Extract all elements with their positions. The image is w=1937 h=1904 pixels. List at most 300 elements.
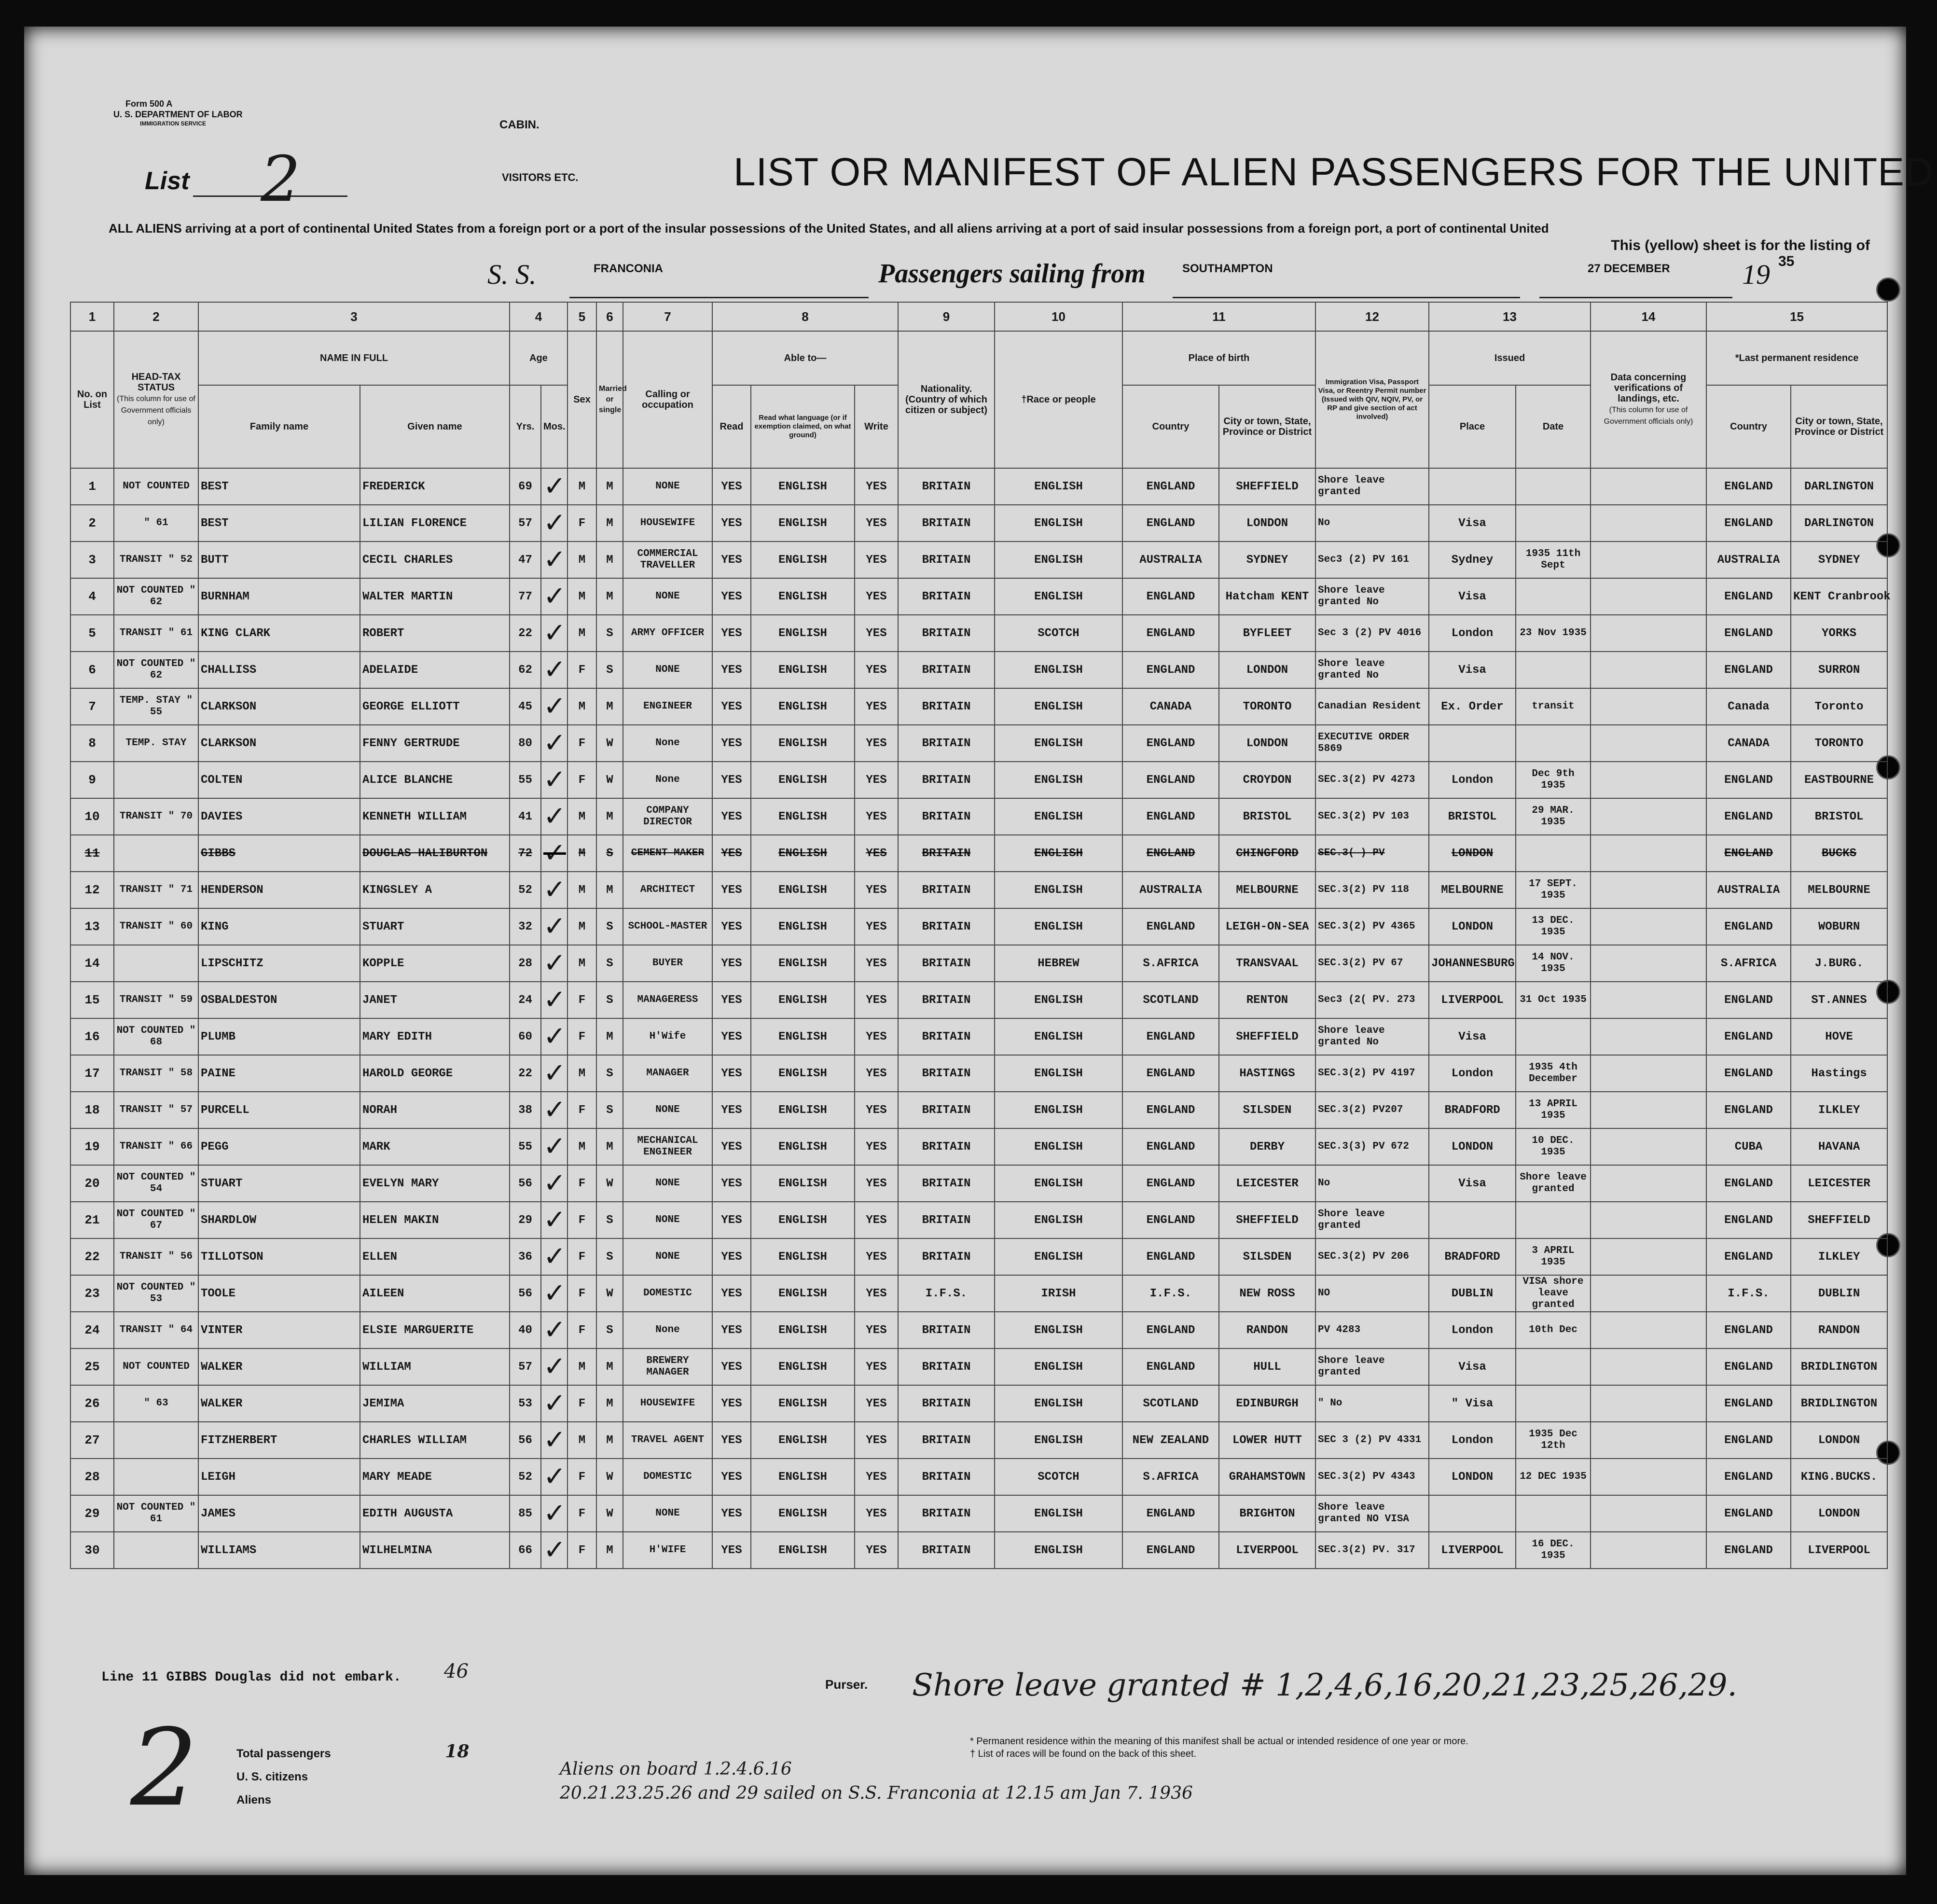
birth-country: ENGLAND (1122, 725, 1219, 762)
head-tax-status: NOT COUNTED " 62 (114, 652, 198, 688)
residence-country: I.F.S. (1706, 1275, 1791, 1312)
can-read: YES (712, 1422, 751, 1459)
shore-leave-note: Shore leave granted # 1,2,4,6,16,20,21,23,25,26,29. (912, 1668, 1737, 1703)
head-tax-status: TRANSIT " 71 (114, 872, 198, 908)
residence-city: ST.ANNES (1791, 982, 1887, 1018)
residence-city: RANDON (1791, 1312, 1887, 1348)
age-years: 52 (510, 872, 541, 908)
race: ENGLISH (995, 1165, 1122, 1202)
residence-country: CUBA (1706, 1128, 1791, 1165)
given-name: CECIL CHARLES (360, 542, 510, 578)
issued-date: 13 APRIL 1935 (1516, 1092, 1591, 1128)
given-name: MARK (360, 1128, 510, 1165)
check-mark-icon: ✓ (541, 652, 567, 688)
occupation: NONE (623, 652, 712, 688)
birth-city: SHEFFIELD (1219, 468, 1315, 505)
table-row (70, 945, 1887, 982)
verification (1591, 1165, 1706, 1202)
row-number: 20 (70, 1165, 114, 1202)
colnum: 15 (1706, 302, 1887, 331)
given-name: KOPPLE (360, 945, 510, 982)
row-number: 23 (70, 1275, 114, 1312)
can-write: YES (855, 1385, 898, 1422)
col-issued: Issued (1429, 331, 1591, 385)
family-name: BEST (198, 468, 360, 505)
sex: M (567, 1128, 596, 1165)
birth-city: SILSDEN (1219, 1092, 1315, 1128)
read-language: ENGLISH (751, 1055, 855, 1092)
colnum: 5 (567, 302, 596, 331)
given-name: HELEN MAKIN (360, 1202, 510, 1238)
sex: F (567, 1092, 596, 1128)
visa-number: SEC.3(2) PV 4365 (1315, 908, 1429, 945)
read-language: ENGLISH (751, 1422, 855, 1459)
visa-number: Shore leave granted No (1315, 652, 1429, 688)
age-years: 24 (510, 982, 541, 1018)
issued-date: 12 DEC 1935 (1516, 1459, 1591, 1495)
head-tax-status: NOT COUNTED (114, 468, 198, 505)
ss-label: S. S. (487, 259, 537, 290)
given-name: WALTER MARTIN (360, 578, 510, 615)
table-row (70, 1202, 1887, 1238)
family-name: WILLIAMS (198, 1532, 360, 1569)
age-years: 62 (510, 652, 541, 688)
residence-country: ENGLAND (1706, 578, 1791, 615)
sex: M (567, 872, 596, 908)
residence-country: ENGLAND (1706, 1202, 1791, 1238)
nationality: BRITAIN (898, 872, 995, 908)
col-able-to: Able to— (712, 331, 898, 385)
nationality: BRITAIN (898, 1459, 995, 1495)
residence-city: KENT Cranbrook (1791, 578, 1887, 615)
birth-country: ENGLAND (1122, 615, 1219, 652)
family-name: GIBBS (198, 835, 360, 872)
visa-number: SEC 3 (2) PV 4331 (1315, 1422, 1429, 1459)
race: ENGLISH (995, 1055, 1122, 1092)
intro-text (109, 220, 1870, 254)
colnum: 7 (623, 302, 712, 331)
residence-city: YORKS (1791, 615, 1887, 652)
given-name: ELSIE MARGUERITE (360, 1312, 510, 1348)
issued-date: 10 DEC. 1935 (1516, 1128, 1591, 1165)
occupation: MECHANICAL ENGINEER (623, 1128, 712, 1165)
intro-line2: This (yellow) sheet is for the listing of (1611, 237, 1870, 253)
row-number: 24 (70, 1312, 114, 1348)
marital-status: M (596, 1018, 623, 1055)
birth-country: ENGLAND (1122, 1532, 1219, 1569)
issued-place (1429, 468, 1516, 505)
visa-number: SEC.3(2) PV 4273 (1315, 762, 1429, 798)
family-name: PEGG (198, 1128, 360, 1165)
hand-note-2: 20.21.23.25.26 and 29 sailed on S.S. Franconia at 12.15 am Jan 7. 1936 (560, 1783, 1193, 1803)
age-years: 29 (510, 1202, 541, 1238)
purser-label: Purser. (825, 1677, 868, 1692)
col-calling: Calling or occupation (623, 331, 712, 468)
table-row (70, 908, 1887, 945)
read-language: ENGLISH (751, 1459, 855, 1495)
family-name: VINTER (198, 1312, 360, 1348)
residence-country: ENGLAND (1706, 1422, 1791, 1459)
sex: M (567, 615, 596, 652)
race: ENGLISH (995, 1202, 1122, 1238)
issued-date (1516, 1348, 1591, 1385)
can-write: YES (855, 1275, 898, 1312)
read-language: ENGLISH (751, 468, 855, 505)
row-number: 9 (70, 762, 114, 798)
read-language: ENGLISH (751, 1348, 855, 1385)
col-birth-country: Country (1122, 385, 1219, 468)
occupation: NONE (623, 1495, 712, 1532)
race: ENGLISH (995, 1348, 1122, 1385)
sex: F (567, 725, 596, 762)
issued-place: London (1429, 615, 1516, 652)
row-number: 8 (70, 725, 114, 762)
head-tax-status: NOT COUNTED " 67 (114, 1202, 198, 1238)
check-mark-icon: ✓ (541, 542, 567, 578)
birth-city: BRIGHTON (1219, 1495, 1315, 1532)
col-read: Read (712, 385, 751, 468)
birth-country: ENGLAND (1122, 762, 1219, 798)
read-language: ENGLISH (751, 652, 855, 688)
colnum: 9 (898, 302, 995, 331)
birth-country: ENGLAND (1122, 1202, 1219, 1238)
head-tax-status (114, 945, 198, 982)
nationality: BRITAIN (898, 982, 995, 1018)
verification (1591, 725, 1706, 762)
verification (1591, 1422, 1706, 1459)
visa-number: EXECUTIVE ORDER 5869 (1315, 725, 1429, 762)
age-years: 57 (510, 1348, 541, 1385)
nationality: BRITAIN (898, 505, 995, 542)
visa-number: Shore leave granted No (1315, 578, 1429, 615)
head-tax-status: " 63 (114, 1385, 198, 1422)
manifest-table (70, 302, 1891, 1569)
race: ENGLISH (995, 798, 1122, 835)
residence-city: TORONTO (1791, 725, 1887, 762)
sex: F (567, 1532, 596, 1569)
can-read: YES (712, 798, 751, 835)
verification (1591, 1459, 1706, 1495)
family-name: LEIGH (198, 1459, 360, 1495)
given-name: MARY EDITH (360, 1018, 510, 1055)
table-row (70, 725, 1887, 762)
residence-country: ENGLAND (1706, 615, 1791, 652)
can-write: YES (855, 945, 898, 982)
occupation: NONE (623, 1165, 712, 1202)
col-verifications (1591, 331, 1706, 468)
check-mark-icon: ✓ (541, 505, 567, 542)
head-tax-status: TRANSIT " 64 (114, 1312, 198, 1348)
table-row (70, 982, 1887, 1018)
issued-date: 16 DEC. 1935 (1516, 1532, 1591, 1569)
table-row (70, 1348, 1887, 1385)
head-tax-status (114, 1459, 198, 1495)
row-number: 29 (70, 1495, 114, 1532)
occupation: NONE (623, 578, 712, 615)
row-number: 11 (70, 835, 114, 872)
row-number: 15 (70, 982, 114, 1018)
can-write: YES (855, 725, 898, 762)
sex: M (567, 542, 596, 578)
birth-city: NEW ROSS (1219, 1275, 1315, 1312)
residence-country: AUSTRALIA (1706, 542, 1791, 578)
family-name: HENDERSON (198, 872, 360, 908)
head-tax-status: TRANSIT " 66 (114, 1128, 198, 1165)
marital-status: M (596, 542, 623, 578)
race: ENGLISH (995, 505, 1122, 542)
row-number: 30 (70, 1532, 114, 1569)
sailing-label: Passengers sailing from (878, 259, 1146, 289)
visa-number: SEC.3( ) PV (1315, 835, 1429, 872)
us-citizens-label: U. S. citizens (236, 1770, 308, 1783)
sex: F (567, 1459, 596, 1495)
marital-status: M (596, 1385, 623, 1422)
visa-number: Shore leave granted (1315, 1202, 1429, 1238)
issued-place: LIVERPOOL (1429, 982, 1516, 1018)
birth-country: S.AFRICA (1122, 945, 1219, 982)
residence-country: ENGLAND (1706, 1055, 1791, 1092)
issued-place: Visa (1429, 578, 1516, 615)
colnum: 13 (1429, 302, 1591, 331)
head-tax-title: HEAD-TAX STATUS (131, 372, 181, 393)
sailing-date: 27 DECEMBER (1588, 262, 1670, 275)
table-row (70, 798, 1887, 835)
issued-place (1429, 725, 1516, 762)
read-language: ENGLISH (751, 1018, 855, 1055)
can-write: YES (855, 908, 898, 945)
col-given-name: Given name (360, 385, 510, 468)
family-name: BURNHAM (198, 578, 360, 615)
race: ENGLISH (995, 1532, 1122, 1569)
occupation: None (623, 1312, 712, 1348)
birth-city: LOWER HUTT (1219, 1422, 1315, 1459)
verification (1591, 1495, 1706, 1532)
visa-number: Sec3 (2( PV. 273 (1315, 982, 1429, 1018)
read-language: ENGLISH (751, 1238, 855, 1275)
issued-place: Visa (1429, 1165, 1516, 1202)
age-years: 56 (510, 1422, 541, 1459)
residence-city: SHEFFIELD (1791, 1202, 1887, 1238)
given-name: NORAH (360, 1092, 510, 1128)
residence-city: SYDNEY (1791, 542, 1887, 578)
verification (1591, 1532, 1706, 1569)
head-tax-status (114, 835, 198, 872)
family-name: WALKER (198, 1385, 360, 1422)
check-mark-icon: ✓ (541, 1128, 567, 1165)
sex: F (567, 505, 596, 542)
birth-country: SCOTLAND (1122, 1385, 1219, 1422)
read-language: ENGLISH (751, 762, 855, 798)
table-row (70, 1312, 1887, 1348)
nationality: BRITAIN (898, 1422, 995, 1459)
residence-city: DARLINGTON (1791, 505, 1887, 542)
age-years: 38 (510, 1092, 541, 1128)
col-res-country: Country (1706, 385, 1791, 468)
given-name: EDITH AUGUSTA (360, 1495, 510, 1532)
head-tax-status: NOT COUNTED " 62 (114, 578, 198, 615)
colnum: 10 (995, 302, 1122, 331)
can-write: YES (855, 1532, 898, 1569)
issued-date: 3 APRIL 1935 (1516, 1238, 1591, 1275)
issued-date: 10th Dec (1516, 1312, 1591, 1348)
given-name: ELLEN (360, 1238, 510, 1275)
birth-country: CANADA (1122, 688, 1219, 725)
birth-city: Hatcham KENT (1219, 578, 1315, 615)
colnum: 14 (1591, 302, 1706, 331)
row-number: 7 (70, 688, 114, 725)
totals-block (236, 1740, 469, 1812)
table-row (70, 1532, 1887, 1569)
sex: F (567, 652, 596, 688)
occupation: BREWERY MANAGER (623, 1348, 712, 1385)
issued-place: JOHANNESBURG (1429, 945, 1516, 982)
total-passengers-row (236, 1740, 469, 1765)
family-name: TILLOTSON (198, 1238, 360, 1275)
colnum: 6 (596, 302, 623, 331)
head-tax-status: NOT COUNTED " 61 (114, 1495, 198, 1532)
visa-number: No (1315, 505, 1429, 542)
row-number: 18 (70, 1092, 114, 1128)
can-write: YES (855, 1165, 898, 1202)
visa-number: SEC.3(2) PV. 317 (1315, 1532, 1429, 1569)
colnum: 8 (712, 302, 898, 331)
verification (1591, 688, 1706, 725)
birth-city: CHINGFORD (1219, 835, 1315, 872)
visa-number: No (1315, 1165, 1429, 1202)
issued-date (1516, 652, 1591, 688)
table-row (70, 1055, 1887, 1092)
table-row (70, 615, 1887, 652)
residence-country: ENGLAND (1706, 1092, 1791, 1128)
verification (1591, 1348, 1706, 1385)
verification (1591, 1055, 1706, 1092)
table-row (70, 578, 1887, 615)
given-name: STUART (360, 908, 510, 945)
check-mark-icon: ✓ (541, 1385, 567, 1422)
read-language: ENGLISH (751, 1128, 855, 1165)
page-title: LIST OR MANIFEST OF ALIEN PASSENGERS FOR THE UNITED (733, 150, 1934, 194)
occupation: NONE (623, 1238, 712, 1275)
nationality: BRITAIN (898, 725, 995, 762)
marital-status: M (596, 468, 623, 505)
given-name: GEORGE ELLIOTT (360, 688, 510, 725)
race: ENGLISH (995, 1092, 1122, 1128)
age-years: 56 (510, 1165, 541, 1202)
birth-country: ENGLAND (1122, 1055, 1219, 1092)
birth-city: LONDON (1219, 725, 1315, 762)
head-tax-status: TRANSIT " 59 (114, 982, 198, 1018)
nationality: BRITAIN (898, 835, 995, 872)
residence-country: ENGLAND (1706, 762, 1791, 798)
col-sex: Sex (567, 331, 596, 468)
birth-country: ENGLAND (1122, 1018, 1219, 1055)
read-language: ENGLISH (751, 982, 855, 1018)
issued-place: London (1429, 762, 1516, 798)
date-underline (1539, 297, 1732, 298)
issued-place: LONDON (1429, 908, 1516, 945)
race: ENGLISH (995, 652, 1122, 688)
occupation: NONE (623, 1092, 712, 1128)
verification (1591, 945, 1706, 982)
sex: M (567, 468, 596, 505)
marital-status: S (596, 908, 623, 945)
birth-country: ENGLAND (1122, 1312, 1219, 1348)
issued-date: 1935 Dec 12th (1516, 1422, 1591, 1459)
can-read: YES (712, 1238, 751, 1275)
birth-country: ENGLAND (1122, 835, 1219, 872)
birth-city: BYFLEET (1219, 615, 1315, 652)
residence-city: BUCKS (1791, 835, 1887, 872)
table-row (70, 1275, 1887, 1312)
family-name: COLTEN (198, 762, 360, 798)
residence-country: ENGLAND (1706, 1165, 1791, 1202)
can-write: YES (855, 1495, 898, 1532)
can-read: YES (712, 762, 751, 798)
row-number: 12 (70, 872, 114, 908)
family-name: PAINE (198, 1055, 360, 1092)
manifest-sheet (24, 27, 1934, 1875)
can-write: YES (855, 1018, 898, 1055)
can-write: YES (855, 1238, 898, 1275)
check-mark-icon: ✓ (541, 468, 567, 505)
nationality: BRITAIN (898, 1128, 995, 1165)
verification (1591, 835, 1706, 872)
form-number: Form 500 A (125, 99, 173, 109)
check-mark-icon: ✓ (541, 1092, 567, 1128)
col-yrs: Yrs. (510, 385, 541, 468)
verification (1591, 1238, 1706, 1275)
birth-country: S.AFRICA (1122, 1459, 1219, 1495)
table-row (70, 1385, 1887, 1422)
marital-status: S (596, 1055, 623, 1092)
issued-place: Sydney (1429, 542, 1516, 578)
can-write: YES (855, 1422, 898, 1459)
port-name: SOUTHAMPTON (1182, 262, 1273, 275)
passenger-rows (70, 468, 1891, 1569)
table-row (70, 468, 1887, 505)
can-read: YES (712, 468, 751, 505)
nationality: BRITAIN (898, 1495, 995, 1532)
verification (1591, 1312, 1706, 1348)
column-number-row (70, 302, 1887, 331)
occupation: COMPANY DIRECTOR (623, 798, 712, 835)
table-row (70, 1422, 1887, 1459)
marital-status: W (596, 762, 623, 798)
row-number: 22 (70, 1238, 114, 1275)
check-mark-icon: ✓ (541, 1275, 567, 1312)
verification (1591, 505, 1706, 542)
verification (1591, 1092, 1706, 1128)
footnote-1: * Permanent residence within the meaning of this manifest shall be actual or intended residence of one year or more. (970, 1736, 1468, 1747)
issued-date: 13 DEC. 1935 (1516, 908, 1591, 945)
verification (1591, 872, 1706, 908)
check-mark-icon: ✓ (541, 1238, 567, 1275)
row-number: 10 (70, 798, 114, 835)
issued-place: Visa (1429, 652, 1516, 688)
nationality: BRITAIN (898, 688, 995, 725)
birth-city: TRANSVAAL (1219, 945, 1315, 982)
race: ENGLISH (995, 908, 1122, 945)
read-language: ENGLISH (751, 505, 855, 542)
visa-number: Shore leave granted No (1315, 1018, 1429, 1055)
read-language: ENGLISH (751, 1275, 855, 1312)
birth-city: LIVERPOOL (1219, 1532, 1315, 1569)
race: ENGLISH (995, 982, 1122, 1018)
given-name: FENNY GERTRUDE (360, 725, 510, 762)
check-mark-icon: ✓ (541, 1422, 567, 1459)
can-read: YES (712, 1128, 751, 1165)
residence-city: BRIDLINGTON (1791, 1348, 1887, 1385)
